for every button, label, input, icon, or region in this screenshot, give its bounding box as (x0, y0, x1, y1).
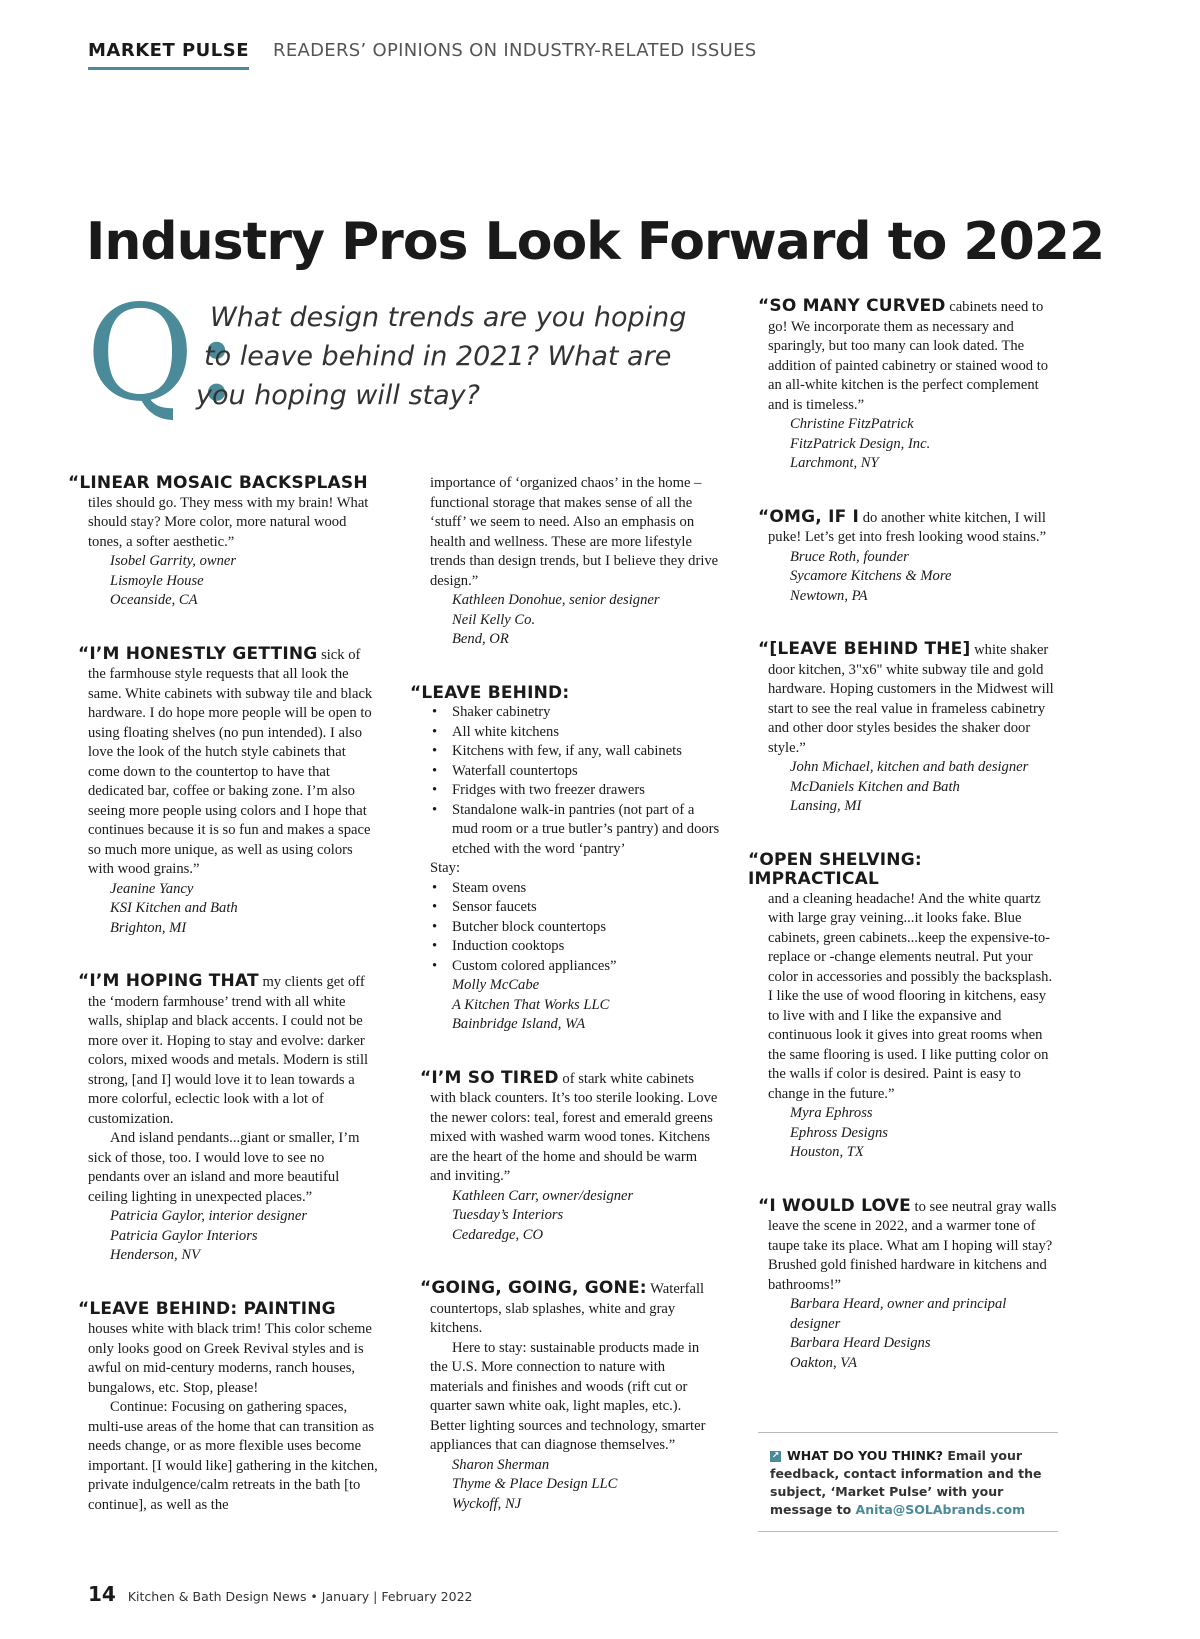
response-entry (420, 1069, 720, 1246)
question-line: to leave behind in 2021? What are (204, 341, 672, 372)
entry-attribution (420, 1187, 720, 1246)
list-item: • Kitchens with few, if any, wall cabinets (430, 742, 720, 762)
entry-lead: “I’M HONESTLY GETTING (78, 643, 318, 664)
attribution-name: Barbara Heard, owner and principal designer (790, 1296, 1007, 1332)
list-item: • Induction cooktops (430, 937, 720, 957)
column-2 (410, 474, 720, 1548)
attribution-location: Newtown, PA (790, 587, 868, 604)
callout-text: Email your feedback, contact information and the subject, ‘Market Pulse’ with your message to (770, 1448, 1042, 1517)
list-item: • Butcher block countertops (430, 918, 720, 938)
email-link[interactable]: Anita@SOLAbrands.com (855, 1502, 1026, 1517)
attribution-location: Cedaredge, CO (452, 1226, 544, 1243)
list-item: • Waterfall countertops (430, 762, 720, 782)
entry-lead: “I’M HOPING THAT (78, 971, 259, 991)
attribution-company: Sycamore Kitchens & More (790, 568, 952, 584)
entry-attribution (420, 1456, 720, 1515)
question-text (196, 298, 690, 415)
attribution-name: Kathleen Carr, owner/designer (452, 1187, 634, 1204)
entry-text-continued: And island pendants...giant or smaller, I’m sick of those, too. I would love to see no pendants over an island and more beautiful ceiling lighting in unexpected places.” (88, 1130, 360, 1205)
entry-attribution (78, 552, 378, 611)
attribution-location: Oceanside, CA (110, 592, 198, 608)
response-entry (78, 972, 378, 1266)
entry-attribution (758, 758, 1058, 817)
stay-label: Stay: (430, 860, 460, 876)
list-item: • Steam ovens (430, 879, 720, 899)
entry-body: white shaker door kitchen, 3"x6" white subway tile and gold hardware. Hoping customers in the Midwest will start to see the real value in frameless cabinetry and other door styles besides the shaker door style.” (768, 642, 1054, 756)
publication-info: Kitchen & Bath Design News • January | February 2022 (127, 1589, 473, 1604)
attribution-location: Bend, OR (452, 631, 509, 647)
entry-text (78, 645, 378, 880)
attribution-company: Barbara Heard Designs (790, 1335, 931, 1351)
list-item: • Fridges with two freezer drawers (430, 781, 720, 801)
list-item: • Shaker cabinetry (430, 703, 720, 723)
entry-lead: “LEAVE BEHIND: PAINTING (78, 1298, 336, 1319)
attribution-name: Kathleen Donohue, senior designer (452, 592, 660, 608)
attribution-name: Jeanine Yancy (110, 880, 194, 897)
attribution-location: Henderson, NV (110, 1247, 200, 1263)
entry-attribution (78, 1207, 378, 1266)
entry-attribution (758, 415, 1058, 474)
attribution-name: Bruce Roth, founder (790, 548, 909, 565)
entry-text (758, 297, 1058, 415)
entry-text: importance of ‘organized chaos’ in the home – functional storage that makes sense of all the ‘stuff’ we seem to need. Also an emphasis on health and wellness. These are more lifestyle trends than design trends, but I believe they drive design.” (430, 475, 719, 589)
entry-lead: “GOING, GOING, GONE: (420, 1278, 647, 1298)
section-label: MARKET PULSE (88, 40, 249, 70)
page-number: 14 (88, 1582, 116, 1606)
response-entry (758, 640, 1058, 817)
list-item: • Custom colored appliances” (430, 957, 720, 977)
attribution-company: Neil Kelly Co. (452, 611, 536, 628)
callout-heading: WHAT DO YOU THINK? (787, 1448, 943, 1463)
stay-list (420, 879, 720, 977)
entry-body: to see neutral gray walls leave the scene in 2022, and a warmer tone of taupe take its place. What am I hoping will stay? Brushed gold finished hardware in kitchens and bathrooms!” (768, 1198, 1057, 1293)
arrow-icon: ↗ (771, 1451, 780, 1461)
attribution-name: Myra Ephross (790, 1105, 873, 1121)
entry-text (758, 640, 1058, 758)
entry-text-continued: Here to stay: sustainable products made in the U.S. More connection to nature with materials and finishes and woods (rift cut or quarter sawn white oak, light maples, etc.). Better lighting sources and technology, smarter appliances that can diagnose themselves.” (430, 1339, 706, 1453)
attribution-location: Larchmont, NY (790, 455, 879, 471)
entry-body: of stark white cabinets with black counters. It’s too sterile looking. Love the newer colors: teal, forest and emerald greens mixed with washed warm wood tones. Kitchens are the heart of the home and should be warm and inviting.” (430, 1070, 718, 1184)
response-entry (758, 297, 1058, 474)
list-item: • Sensor faucets (430, 898, 720, 918)
entry-body: houses white with black trim! This color scheme only looks good on Greek Revival styles and is awful on mid-century moderns, ranch houses, bungalows, etc. Stop, please! (88, 1321, 372, 1396)
entry-lead: “[LEAVE BEHIND THE] (758, 639, 971, 659)
entry-lead: “I’M SO TIRED (420, 1067, 559, 1088)
entry-body: do another white kitchen, I will puke! Let’s get into fresh looking wood stains.” (768, 509, 1047, 545)
entry-lead: “OMG, IF I (758, 506, 860, 527)
entry-lead: “I WOULD LOVE (758, 1195, 911, 1216)
attribution-location: Houston, TX (790, 1144, 864, 1160)
attribution-name: Sharon Sherman (452, 1456, 550, 1473)
feedback-callout (758, 1432, 1058, 1532)
question-line: you hoping will stay? (196, 380, 480, 411)
attribution-location: Wyckoff, NJ (452, 1495, 522, 1512)
attribution-location: Brighton, MI (110, 919, 187, 936)
attribution-name: Christine FitzPatrick (790, 416, 914, 432)
entry-body: my clients get off the ‘modern farmhouse’ trend with all white walls, shiplap and black accents. I could not be more over it. Hoping to stay and evolve: darker colors, mixed woods and metals. Modern is still strong, [and I] would love it to lean towards a more colorful, eclectic look with a lot of customization. (88, 974, 369, 1127)
entry-lead: “SO MANY CURVED (758, 296, 946, 316)
attribution-location: Lansing, MI (790, 798, 862, 814)
attribution-company: KSI Kitchen and Bath (110, 900, 238, 916)
entry-lead: “LEAVE BEHIND: (410, 682, 570, 703)
response-entry (758, 1197, 1058, 1374)
leave-behind-list (420, 703, 720, 859)
entry-text: and a cleaning headache! And the white quartz with large gray veining...it looks fake. Blue cabinets, green cabinets...keep the expensive-to-replace or -change elements neutral. Put your color in accessories and possibly the backsplash. I like the use of wood flooring in kitchens, easy to live with and I like the expansive and continuous look it gives into great rooms when the same flooring is used. I like putting color on the walls if color is desired. Paint is easy to change in the future.” (768, 890, 1053, 1102)
attribution-company: A Kitchen That Works LLC (452, 996, 610, 1013)
response-entry (758, 508, 1058, 607)
attribution-company: Lismoyle House (110, 572, 204, 589)
attribution-name: Molly McCabe (452, 977, 540, 993)
attribution-location: Bainbridge Island, WA (452, 1016, 586, 1032)
response-entry (78, 645, 378, 939)
attribution-name: John Michael, kitchen and bath designer (790, 759, 1029, 775)
response-entry (748, 849, 1058, 1163)
entry-attribution (758, 548, 1058, 607)
list-item: • Standalone walk-in pantries (not part of a mud room or a true butler’s pantry) and doors etched with the word ‘pantry’ (430, 801, 720, 860)
response-entry (68, 473, 378, 611)
attribution-location: Oakton, VA (790, 1354, 858, 1371)
attribution-company: Thyme & Place Design LLC (452, 1476, 618, 1492)
question-line: What design trends are you hoping (210, 302, 687, 333)
entry-attribution (758, 1295, 1058, 1373)
entry-text (78, 1300, 378, 1399)
page-footer (88, 1582, 473, 1606)
response-entry (420, 474, 720, 650)
attribution-company: Tuesday’s Interiors (452, 1207, 564, 1223)
entry-text (420, 1279, 720, 1339)
article-title: Industry Pros Look Forward to 2022 (86, 212, 1105, 272)
entry-text (78, 972, 378, 1129)
entry-attribution (758, 1104, 1058, 1163)
entry-attribution (420, 976, 720, 1035)
response-entry (78, 1300, 378, 1516)
entry-text (420, 1069, 720, 1187)
entry-text (758, 1197, 1058, 1296)
attribution-company: FitzPatrick Design, Inc. (790, 435, 931, 452)
attribution-company: McDaniels Kitchen and Bath (790, 778, 960, 795)
entry-attribution (420, 591, 720, 650)
entry-body: Waterfall countertops, slab splashes, white and gray kitchens. (430, 1281, 705, 1336)
entry-lead: “OPEN SHELVING: IMPRACTICAL (748, 849, 922, 889)
attribution-name: Isobel Garrity, owner (110, 553, 237, 569)
entry-text-continued: Continue: Focusing on gathering spaces, multi-use areas of the home that can transition as needs change, or as more flexible uses become important. [I would like] gathering in the kitchen, private indulgence/calm retreats in the bath [to continue], as well as the (88, 1399, 378, 1513)
response-entry (420, 1279, 720, 1514)
entry-body: cabinets need to go! We incorporate them as necessary and sparingly, but too many can look dated. The addition of painted cabinetry or stained wood to an all-white kitchen is the perfect complement and is timeless.” (768, 299, 1049, 413)
entry-attribution (78, 880, 378, 939)
entry-body: sick of the farmhouse style requests that all look the same. White cabinets with subway tile and black hardware. I do hope more people will be open to using floating shelves (no pun intended). I also love the look of the hutch style cabinets that come down to the countertop to have that dedicated bar, coffee or baking zone. I’m also seeing more people using colors and I hope that continues because it is so fun and makes a space so much more unique, as well as using colors with wood grains.” (88, 646, 373, 877)
entry-text (758, 508, 1058, 548)
attribution-company: Ephross Designs (790, 1124, 888, 1141)
attribution-company: Patricia Gaylor Interiors (110, 1227, 258, 1244)
response-entry (410, 682, 720, 1035)
column-1 (68, 473, 378, 1549)
question-q-letter: Q: (86, 277, 239, 431)
section-subtitle: READERS’ OPINIONS ON INDUSTRY-RELATED ISSUES (273, 40, 757, 61)
attribution-name: Patricia Gaylor, interior designer (110, 1208, 308, 1224)
entry-lead: “LINEAR MOSAIC BACKSPLASH (68, 473, 368, 493)
column-3 (748, 296, 1058, 1407)
page-header (88, 40, 757, 70)
entry-text: tiles should go. They mess with my brain! What should stay? More color, more natural wood tones, a softer aesthetic.” (88, 494, 369, 550)
list-item: • All white kitchens (430, 723, 720, 743)
